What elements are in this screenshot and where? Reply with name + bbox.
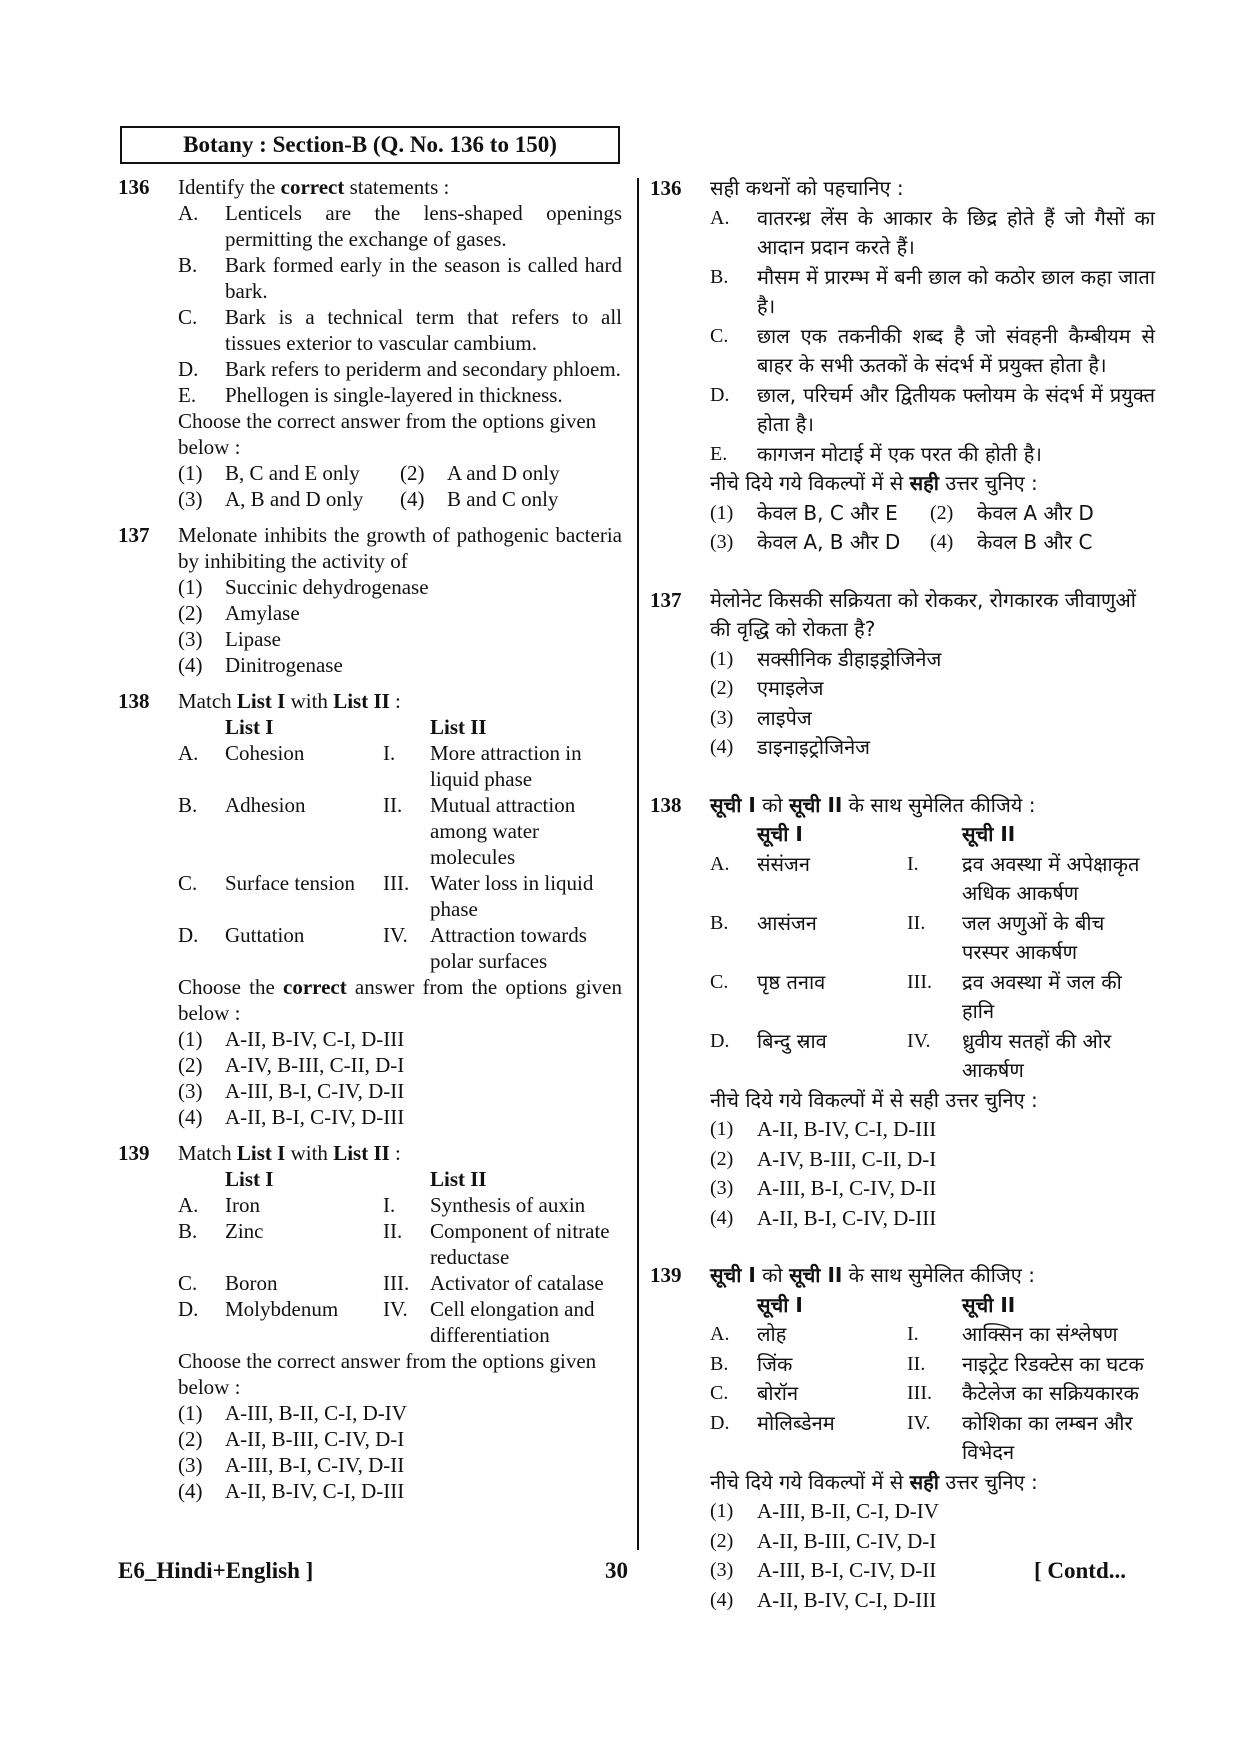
match-row-d: D. Molybdenum IV. Cell elongation and differentiation — [178, 1297, 595, 1347]
option-2[interactable]: (2) A-II, B-III, C-IV, D-I — [178, 1427, 405, 1451]
option-3[interactable]: (3) A-III, B-I, C-IV, D-II — [178, 1079, 405, 1103]
match-row-a: A. संसंजन I. द्रव अवस्था में अपेक्षाकृत अधिक आकर्षण — [710, 851, 1140, 905]
statement-c: C. Bark is a technical term that refers to all tissues exterior to vascular cambium. — [178, 305, 622, 355]
option-1[interactable]: (1) A-II, B-IV, C-I, D-III — [710, 1117, 937, 1141]
option-3[interactable]: (3) केवल A, B और D — [710, 530, 901, 554]
question-number: 138 — [650, 792, 682, 817]
option-2[interactable]: (2) एमाइलेज — [710, 676, 824, 700]
question-number: 137 — [650, 587, 682, 612]
question-stem: Identify the correct statements : — [178, 175, 450, 199]
options-row — [178, 486, 622, 512]
option-4[interactable]: (4) A-II, B-IV, C-I, D-III — [178, 1479, 405, 1503]
question-stem: Melonate inhibits the growth of pathogenic bacteria by inhibiting the activity of — [178, 523, 622, 573]
instruction: नीचे दिये गये विकल्पों में से सही उत्तर चुनिए : — [710, 1469, 1038, 1494]
match-header: सूची I सूची II — [757, 1292, 1016, 1317]
instruction: Choose the correct answer from the options given below : — [178, 1349, 597, 1399]
match-row-b: B. Zinc II. Component of nitrate reductase — [178, 1219, 610, 1269]
option-4[interactable]: (4) B and C only — [400, 487, 559, 511]
option-4[interactable]: (4) Dinitrogenase — [178, 653, 343, 677]
match-row-c: C. Boron III. Activator of catalase — [178, 1271, 604, 1295]
hindi-column — [650, 174, 1155, 1615]
option-4[interactable]: (4) डाइनाइट्रोजिनेज — [710, 735, 871, 759]
match-row-a: A. Iron I. Synthesis of auxin — [178, 1193, 586, 1217]
option-2[interactable]: (2) A-II, B-III, C-IV, D-I — [710, 1528, 937, 1553]
question-stem: Match List I with List II : — [178, 689, 401, 713]
options-row — [710, 499, 1155, 529]
option-1[interactable]: (1) A-III, B-II, C-I, D-IV — [178, 1401, 407, 1425]
statement-e: E. कागजन मोटाई में एक परत की होती है। — [710, 441, 1042, 466]
statement-e: E. Phellogen is single-layered in thickness. — [178, 383, 563, 407]
option-2[interactable]: (2) A-IV, B-III, C-II, D-I — [710, 1146, 937, 1171]
question-136-hi — [650, 174, 1155, 558]
option-3[interactable]: (3) A-III, B-I, C-IV, D-II — [710, 1558, 937, 1582]
option-1[interactable]: (1) B, C and E only — [178, 461, 360, 485]
match-row-d: D. बिन्दु स्राव IV. ध्रुवीय सतहों की ओर आकर्षण — [710, 1028, 1112, 1082]
option-4[interactable]: (4) केवल B और C — [930, 530, 1093, 554]
question-137-en — [118, 522, 622, 678]
option-3[interactable]: (3) A-III, B-I, C-IV, D-II — [178, 1453, 405, 1477]
option-3[interactable]: (3) A-III, B-I, C-IV, D-II — [710, 1176, 937, 1200]
option-4[interactable]: (4) A-II, B-I, C-IV, D-III — [178, 1105, 405, 1129]
option-1[interactable]: (1) सक्सीनिक डीहाइड्रोजिनेज — [710, 646, 942, 671]
instruction: Choose the correct answer from the options given below : — [178, 975, 623, 1025]
footer-contd: [ Contd... — [1034, 1558, 1127, 1583]
instruction: नीचे दिये गये विकल्पों में से सही उत्तर चुनिए : — [710, 1087, 1038, 1112]
question-number: 138 — [118, 689, 150, 713]
question-138-en — [118, 688, 622, 1130]
statement-c: C. छाल एक तकनीकी शब्द है जो संवहनी कैम्बीयम से बाहर के सभी ऊतकों के संदर्भ में प्रयुक्त होता है। — [710, 323, 1155, 377]
question-number: 139 — [650, 1263, 682, 1287]
question-stem: सूची I को सूची II के साथ सुमेलित कीजिए : — [710, 1263, 1035, 1287]
options-row — [178, 460, 622, 486]
question-136-en — [118, 174, 622, 512]
match-header: सूची I सूची II — [757, 822, 1016, 846]
question-stem: Match List I with List II : — [178, 1141, 401, 1165]
option-1[interactable]: (1) A-II, B-IV, C-I, D-III — [178, 1027, 405, 1051]
match-row-d: D. मोलिब्डेनम IV. कोशिका का लम्बन और विभेदन — [710, 1410, 1133, 1464]
column-divider — [637, 178, 639, 1550]
question-137-hi — [650, 586, 1155, 763]
question-stem: सूची I को सूची II के साथ सुमेलित कीजिये : — [710, 792, 1036, 817]
option-2[interactable]: (2) Amylase — [178, 601, 300, 625]
footer-paper-code: E6_Hindi+English ] — [118, 1558, 314, 1583]
option-4[interactable]: (4) A-II, B-IV, C-I, D-III — [710, 1587, 937, 1612]
english-column — [118, 174, 622, 1504]
match-row-a: A. लोह I. आक्सिन का संश्लेषण — [710, 1322, 1118, 1346]
instruction: नीचे दिये गये विकल्पों में से सही उत्तर चुनिए : — [710, 471, 1038, 495]
option-4[interactable]: (4) A-II, B-I, C-IV, D-III — [710, 1205, 937, 1230]
statement-a: A. वातरन्ध्र लेंस के आकार के छिद्र होते हैं जो गैसों का आदान प्रदान करते हैं। — [710, 205, 1155, 259]
option-1[interactable]: (1) Succinic dehydrogenase — [178, 575, 429, 599]
question-number: 136 — [650, 176, 682, 200]
match-row-b: B. Adhesion II. Mutual attraction among water molecules — [178, 793, 576, 869]
option-3[interactable]: (3) A, B and D only — [178, 487, 364, 511]
match-row-c: C. बोरॉन III. कैटेलेज का सक्रियकारक — [710, 1381, 1139, 1405]
match-row-a: A. Cohesion I. More attraction in liquid phase — [178, 741, 582, 791]
option-2[interactable]: (2) A-IV, B-III, C-II, D-I — [178, 1053, 405, 1077]
statement-d: D. Bark refers to periderm and secondary phloem. — [178, 357, 621, 381]
instruction: Choose the correct answer from the options given below : — [178, 409, 597, 459]
option-3[interactable]: (3) Lipase — [178, 627, 281, 651]
page-number: 30 — [605, 1558, 628, 1583]
match-row-c: C. Surface tension III. Water loss in liquid phase — [178, 871, 594, 921]
question-stem: मेलोनेट किसकी सक्रियता को रोककर, रोगकारक जीवाणुओं की वृद्धि को रोकता है? — [710, 587, 1136, 641]
match-header: List I List II — [225, 715, 487, 739]
question-number: 139 — [118, 1141, 150, 1165]
match-row-b: B. जिंक II. नाइट्रेट रिडक्टेस का घटक — [710, 1351, 1144, 1376]
statement-b: B. मौसम में प्रारम्भ में बनी छाल को कठोर छाल कहा जाता है। — [710, 264, 1155, 318]
section-title: Botany : Section-B (Q. No. 136 to 150) — [120, 126, 620, 164]
statement-a: A. Lenticels are the lens-shaped openings permitting the exchange of gases. — [178, 201, 622, 251]
question-number: 137 — [118, 523, 150, 547]
option-3[interactable]: (3) लाइपेज — [710, 705, 812, 730]
option-2[interactable]: (2) A and D only — [400, 461, 560, 485]
statement-b: B. Bark formed early in the season is called hard bark. — [178, 253, 622, 303]
option-2[interactable]: (2) केवल A और D — [930, 500, 1094, 525]
match-row-b: B. आसंजन II. जल अणुओं के बीच परस्पर आकर्षण — [710, 910, 1105, 964]
option-1[interactable]: (1) A-III, B-II, C-I, D-IV — [710, 1499, 939, 1523]
options-row — [710, 528, 1155, 558]
question-number: 136 — [118, 175, 150, 199]
statement-d: D. छाल, परिचर्म और द्वितीयक फ्लोयम के संदर्भ में प्रयुक्त होता है। — [710, 382, 1155, 436]
match-row-c: C. पृष्ठ तनाव III. द्रव अवस्था में जल की हानि — [710, 969, 1122, 1023]
match-row-d: D. Guttation IV. Attraction towards polar surfaces — [178, 923, 587, 973]
match-header: List I List II — [225, 1167, 487, 1191]
option-1[interactable]: (1) केवल B, C और E — [710, 500, 898, 525]
question-139-en — [118, 1140, 622, 1504]
question-138-hi — [650, 791, 1155, 1234]
question-stem: सही कथनों को पहचानिए : — [710, 176, 904, 200]
